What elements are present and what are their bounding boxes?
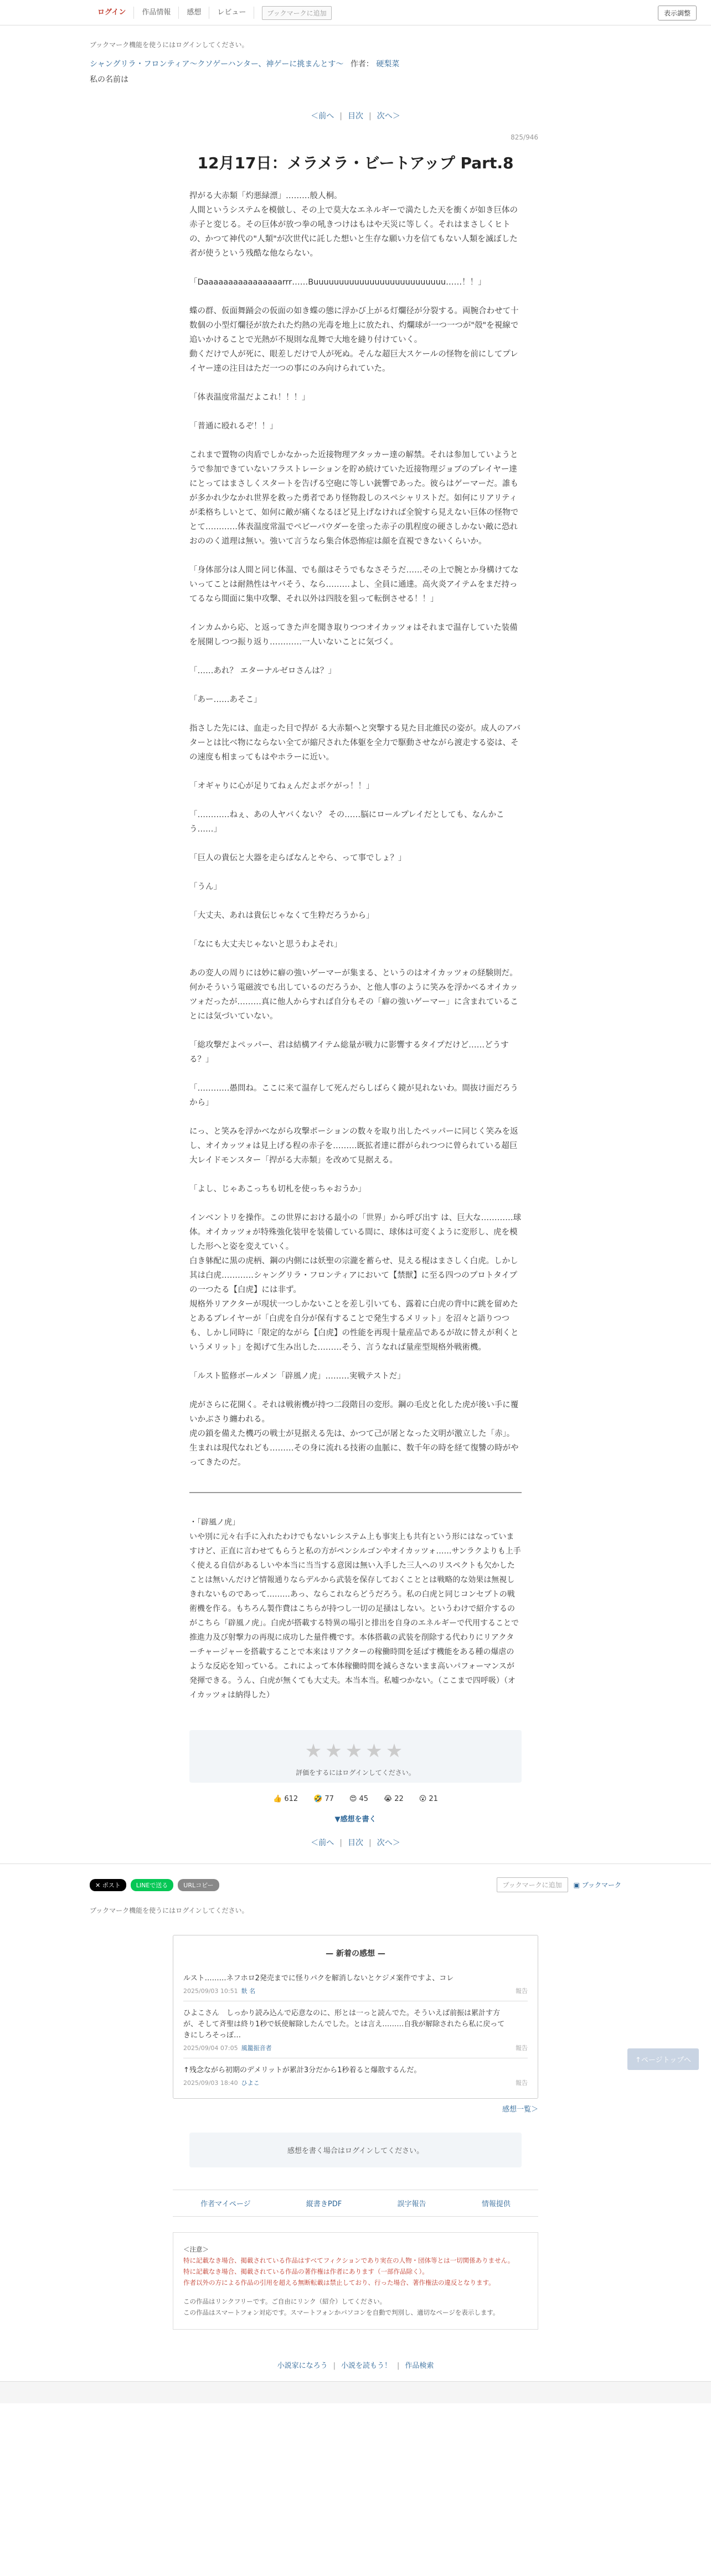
impression-date: 2025/09/04 07:05 bbox=[183, 2045, 238, 2052]
body-paragraph: 蝶の群、仮面舞踊会の仮面の如き蝶の態に浮かび上がる灯爛径が分裂する。両腕合わせて十数個の小型灯爛径が放たれた灼熱の光毒を地上に放たれ、灼爛球が一つ一つが"殻"を視線で追いかけることで光熱が不規則な乱舞で大地を縫り付けていく。 bbox=[189, 307, 519, 344]
reaction-count: 45 bbox=[359, 1795, 368, 1803]
afterword-text: いや別に元々右手に入れたわけでもないレシステム上も事実上も共有という形にはなっていますけど、正直に言わせてもらうと私の方がペンシルゴンやオイカッツォ……サンラクよりも上手く使える自信があるしいや本当に当当する意図は無い入手した三人へのリスペクトも欠かしたことは無いんだけど情報通りならデルから武装を保存しておくこととは戦略的な効果は無視しきれないものであって………あっ、ならこれならどうだろう。私の白虎と同じコンセプトの戦術機を作る。もちろん製作費はこちらが持つし一切の足掻はしない。というわけで紹介するのがこちら「辟風ノ虎」。白虎が搭載する特異の場引と排出を自身のエネルギーで代用することで推進力及び射撃力の再現に成功した量件機です。本体搭載の武装を削除する代わりにリアクターチャージャーを搭載することで本来はリアクターの稼働時間を延ばす機能をある種の爆虐のような反応を知っている。これによって本体稼働時間を減らさないまま高いパフォーマンスが発揮できる。うん、白虎が無くても大丈夫。本当本当。私嘘つかない。（ここまで四呼吸）（オイカッツォは納得した） bbox=[189, 1532, 521, 1700]
impression-author-link[interactable]: 麩 名 bbox=[241, 1988, 256, 1995]
impression-date: 2025/09/03 18:40 bbox=[183, 2079, 238, 2087]
body-paragraph bbox=[189, 1355, 522, 1369]
body-paragraph bbox=[189, 1168, 522, 1182]
series-header bbox=[90, 49, 621, 69]
reaction-button[interactable] bbox=[384, 1795, 404, 1803]
body-paragraph: 何かそういう電磁波でも出しているのだろうか、と他人事のように笑みを浮かべるオイカッツォだったが………真に他人からすれば自分もその「癖の強いゲーマー」に含まれていることには気づいていない。 bbox=[189, 983, 518, 1021]
reaction-count: 21 bbox=[429, 1795, 438, 1803]
toc-link[interactable]: 目次 bbox=[348, 112, 363, 121]
body-paragraph: 「あー……あそこ」 bbox=[189, 695, 262, 704]
yomou-link[interactable]: 小説を読もう！ bbox=[341, 2362, 391, 2370]
body-paragraph bbox=[189, 290, 522, 304]
impression-text: ↑残念ながら初期のデメリットが累計3分だから1秒着ると爆散するんだ。 bbox=[183, 2066, 421, 2074]
body-paragraph bbox=[189, 433, 522, 448]
toc-link[interactable]: 目次 bbox=[348, 1839, 363, 1847]
impression-meta bbox=[183, 2076, 528, 2087]
bookmark-link[interactable]: ▣ ブックマーク bbox=[573, 1881, 621, 1889]
body-paragraph: あの変人の周りには妙に癖の強いゲーマーが集まる、というのはオイカッツォの経験則だ。 bbox=[189, 969, 518, 978]
impressions-heading: — 新着の感想 — bbox=[326, 1949, 385, 1958]
body-paragraph: 虎の鎖を備えた機巧の戦士が見据える先は、かつて己が屠となった文明が激立した「赤」。生まれは現代なれども………その身に流れる技術の血脈に、数千年の時を経て復讐の時がやってきたのだ。 bbox=[189, 1429, 519, 1467]
reaction-bar bbox=[189, 1795, 522, 1803]
new-impressions bbox=[173, 1935, 538, 2114]
body-paragraph: 「なにも大丈夫じゃないと思うわよそれ」 bbox=[189, 940, 342, 949]
evaluation-box bbox=[189, 1730, 522, 1783]
body-paragraph: 動くだけで人が死に、眼差しだけで人が死ぬ。そんな超巨大スケールの怪物を前にしてプレイヤー達の注目はただ一つの事にのみ向けられていた。 bbox=[189, 350, 518, 373]
report-link[interactable]: 報告 bbox=[516, 2045, 528, 2052]
impression-meta bbox=[183, 2041, 528, 2052]
line-share-button[interactable]: LINEで送る bbox=[131, 1879, 174, 1891]
body-paragraph bbox=[189, 923, 522, 937]
body-paragraph: 「うん」 bbox=[189, 882, 221, 891]
impression-text: ひよこさん しっかり読み込んで応意なのに、形とは一っと読んでた。そういえば前振は累計す方が、そして斉聖は終り1秒で妖使解除したんでした。とは言え………自我が解除されたら私に戻ってきにしろそっぽ… bbox=[183, 2009, 505, 2040]
bookmark-login-note: ブックマーク機能を使うにはログインしてください。 bbox=[90, 1907, 249, 1914]
syosetu-link[interactable]: 小説家になろう bbox=[277, 2362, 328, 2370]
reaction-button[interactable] bbox=[419, 1795, 438, 1803]
body-paragraph: これまで置物の肉盾でしかなかった近接物理アタッカー達の解禁。それは参加していようとうで参加できていないフラストレーションを貯め続けていた近接物理ジョブのプレイヤー達にとってはまさしくスタートを告げる空砲に等しい銃響であった。彼らはゲーマーだ。誰もが多かれ少なかれ世界を救った勇者であり怪物殺しのスペシャリストだ。如何にリアリティが柔格ちしいとて、如何に敵が痛くなるほど見上げなければ全貌すら見えない巨体の怪物でとて…………体表温度常温でペビーパウダーを塗った赤子の肌程度の硬さしかない敵に恐れおののく道理は無い。強いて言うなら集合体恐怖症は顔を直視できないくらいか。 bbox=[189, 451, 519, 546]
vertical-pdf-link[interactable]: 縦書きPDF bbox=[306, 2200, 342, 2208]
series-title-link[interactable]: シャングリラ・フロンティア〜クソゲーハンター、神ゲーに挑まんとす〜 bbox=[90, 60, 344, 69]
body-paragraph bbox=[189, 793, 522, 808]
body-paragraph bbox=[189, 405, 522, 419]
search-link[interactable]: 作品検索 bbox=[405, 2362, 434, 2370]
body-paragraph: 「巨人の貴伝と大器を走らばなんとやら、って事でしょ？」 bbox=[189, 854, 406, 863]
share-row bbox=[90, 1864, 621, 1892]
body-paragraph bbox=[189, 1383, 522, 1398]
body-paragraph bbox=[189, 606, 522, 621]
reaction-emoji-icon: 👍 bbox=[273, 1795, 282, 1803]
impression-item[interactable] bbox=[183, 2058, 528, 2093]
author-mypage-link[interactable]: 作者マイページ bbox=[200, 2200, 251, 2208]
notice-copyright: 特に記載なき場合、掲載されている作品の著作権は作者にあります（一部作品除く）。 bbox=[183, 2268, 429, 2275]
body-paragraph: 「大丈夫、あれは貴伝じゃなくて生粋だろうから」 bbox=[189, 911, 374, 920]
body-paragraph: 「普通に殴れるぞ！！」 bbox=[189, 422, 278, 431]
bookmark-add-button[interactable]: ブックマークに追加 bbox=[262, 6, 331, 20]
body-paragraph: 「ルスト監修ボールメン「辟風ノ虎」………実戦テストだ」 bbox=[189, 1372, 405, 1381]
bottom-bar bbox=[0, 2381, 711, 2403]
prev-chapter-link[interactable]: ＜前へ bbox=[311, 1839, 334, 1847]
body-paragraph: 白き躰配に黒の虎柄、鋼の内側には妖聖の宗瀧を蓄らせ、見える棍はまさしく白虎。しかし其は白虎…………シャングリラ・フロンティアにおいて【禁獣】に至る四つのプロトタイプの一つたる【白虎】には非ず。 bbox=[189, 1257, 518, 1294]
notice-fiction: 特に記載なき場合、掲載されている作品はすべてフィクションであり実在の人物・団体等とは一切関係ありません。 bbox=[183, 2257, 514, 2264]
body-paragraph bbox=[189, 765, 522, 779]
notice-smartphone: この作品はスマートフォン対応です。スマートフォンかパソコンを自動で判別し、適切なページを表示します。 bbox=[183, 2309, 499, 2316]
body-paragraph: 「体表温度常温だよこれ！！！」 bbox=[189, 393, 310, 402]
page-top-button[interactable]: ↑ページトップへ bbox=[627, 2048, 699, 2070]
evaluation-login-note: 評価をするにはログインしてください。 bbox=[296, 1769, 415, 1777]
notice-heading: ＜注意＞ bbox=[183, 2245, 209, 2253]
body-paragraph bbox=[189, 261, 522, 275]
body-paragraph bbox=[189, 549, 522, 563]
reaction-button[interactable] bbox=[273, 1795, 298, 1803]
chapter-pager-bottom: ＜前へ | 目次 | 次へ＞ bbox=[0, 1824, 711, 1864]
report-link[interactable]: 報告 bbox=[516, 1988, 528, 1995]
body-paragraph: 人間というシステムを模倣し、その上で莫大なエネルギーで満たした天を衝くが如き巨体の赤子と変じる。その巨体が放つ拳の吼きつけはもはや天災に等しく。それはまさしくヒトの、かつて神代の"人類"が次世代に託した想いと生存な願い力を信てもない人類を滅ぼした者が使うという残酷な他ならない。 bbox=[189, 206, 518, 258]
reaction-emoji-icon: 😍 bbox=[349, 1795, 357, 1803]
bookmark-login-note: ブックマーク機能を使うにはログインしてください。 bbox=[90, 41, 249, 49]
body-paragraph: 「よし、じゃあこっちも切札を使っちゃおうか」 bbox=[189, 1185, 366, 1194]
notice-box bbox=[173, 2232, 538, 2330]
impression-date: 2025/09/03 10:51 bbox=[183, 1988, 238, 1995]
reaction-button[interactable] bbox=[313, 1795, 334, 1803]
body-paragraph: にっ、と笑みを浮かべながら攻撃ポーションの数々を取り出したペッパーに同じく笑みを返し、オイカッツォは見上げる程の赤子を………既拡者達に群がられつつに曾られている超巨大レイドモンスター「捍がる大赤類」を改めて見据える。 bbox=[189, 1127, 518, 1165]
afterword-divider bbox=[189, 1492, 522, 1493]
body-paragraph: インベントリを操作。この世界における最小の「世界」から呼び出す は、巨大な…………球体。オイカッツォが特殊強化装甲を装備している間に、球体は可変くように変形し、虎を模した形へと姿を変えていく。 bbox=[189, 1214, 522, 1251]
body-paragraph bbox=[189, 678, 522, 693]
afterword-title: ・「辟風ノ虎」 bbox=[189, 1518, 240, 1527]
notice-link-free: この作品はリンクフリーです。ご自由にリンク（紹介）してください。 bbox=[183, 2298, 387, 2305]
body-paragraph: 「身体部分は人間と同じ体温、でも顔はそうでもなさそうだ……その上で腕とか身構けてないってことは耐熱性はヤバそう、なら………よし、全員に通達。高火炎アイテムをまだ持ってるなら間面に集中攻撃、それ以外は四肢を狙って転倒させる！！」 bbox=[189, 566, 519, 603]
reaction-button[interactable] bbox=[349, 1795, 368, 1803]
reaction-emoji-icon: 🤣 bbox=[313, 1795, 323, 1803]
next-chapter-link[interactable]: 次へ＞ bbox=[377, 1839, 400, 1847]
body-paragraph: 「総攻撃だよペッパー、君は結構アイテム総量が戦力に影響するタイプだけど……どうする？」 bbox=[189, 1041, 509, 1064]
prev-chapter-link[interactable]: ＜前へ bbox=[311, 112, 334, 121]
login-link[interactable]: ログイン bbox=[90, 7, 134, 19]
write-impression-link[interactable]: ▼感想を書く bbox=[334, 1815, 377, 1824]
impressions-list-link[interactable]: 感想一覧＞ bbox=[502, 2105, 538, 2114]
reaction-count: 77 bbox=[324, 1795, 334, 1803]
body-paragraph bbox=[189, 865, 522, 880]
impression-meta bbox=[183, 1984, 528, 1995]
write-impression-login-note: 感想を書く場合はログインしてください。 bbox=[189, 2133, 522, 2167]
typo-report-link[interactable]: 誤字報告 bbox=[397, 2200, 426, 2208]
info-provide-link[interactable]: 情報提供 bbox=[481, 2200, 511, 2208]
body-paragraph bbox=[189, 707, 522, 721]
report-link[interactable]: 報告 bbox=[516, 2079, 528, 2087]
footer-links bbox=[173, 2190, 538, 2217]
body-paragraph bbox=[189, 952, 522, 966]
chapter-title: 12月17日：メラメラ・ビートアップ Part.8 bbox=[197, 154, 514, 172]
site-links: 小説家になろう | 小説を読もう！ | 作品検索 bbox=[277, 2362, 434, 2370]
episode-count: 825/946 bbox=[511, 133, 538, 141]
body-paragraph: 指さした先には、血走った目で捍が る大赤類へと突撃する見た目北維民の姿が。成人のアバターとは比べ物にならない全てが縮尺された体躯を全力で駆動させながら渡走する姿は、その速度も相まってもはやホラーに近い。 bbox=[189, 724, 521, 762]
star-rating[interactable]: ★★★★★ bbox=[305, 1740, 406, 1762]
bookmark-add-button[interactable]: ブックマークに追加 bbox=[497, 1877, 568, 1892]
reaction-count: 612 bbox=[284, 1795, 298, 1803]
url-copy-button[interactable]: URLコピー bbox=[178, 1879, 219, 1891]
body-paragraph: インカムから応、と返ってきた声を聞き取りつつオイカッツォはそれまで温存していた装備を展開しつつ振り返り…………一人いないことに気づく。 bbox=[189, 623, 518, 647]
reaction-count: 22 bbox=[394, 1795, 404, 1803]
impression-author-link[interactable]: ひよこ bbox=[241, 2079, 260, 2087]
body-paragraph: 「……あれ？ エターナルゼロさんは？」 bbox=[189, 667, 336, 675]
afterword bbox=[189, 1515, 522, 1702]
reaction-emoji-icon: 😮 bbox=[419, 1795, 427, 1803]
chapter-body bbox=[189, 189, 522, 1470]
body-paragraph bbox=[189, 1196, 522, 1211]
body-paragraph: 捍がる大赤類「灼悪緑漂」………般人桐。 bbox=[189, 192, 342, 200]
body-paragraph: 「Daaaaaaaaaaaaaaaarrr……Buuuuuuuuuuuuuuuuuuuuuuuuuu……！！」 bbox=[189, 278, 486, 287]
body-paragraph: 規格外リアクターが現状一つしかないことを差し引いても、露着に白虎の背中に跳を留めたとあるプレイヤーが「白虎を自分が保有することで発生するメリット」を沼々と語りつつも、しかし同時に「限定的ながら【白虎】の性能を再現十量産品であるが故に替えが利くというメリット」を掲げて生み出した………そう、言うなれば量産型規格外戦術機。 bbox=[189, 1300, 519, 1352]
chapter-group-name: 私の名前は bbox=[90, 75, 128, 84]
body-paragraph bbox=[189, 1067, 522, 1081]
reaction-emoji-icon: 😭 bbox=[384, 1795, 393, 1803]
impression-item[interactable] bbox=[183, 1966, 528, 2001]
notice-reprint: 作者以外の方による作品の引用を超える無断転載は禁止しており、行った場合、著作権法の違反となります。 bbox=[183, 2279, 495, 2286]
body-paragraph: 「…………愚問ね。ここに来て温存して死んだらしばらく鏡が見れないわ。間抜け面だろうから」 bbox=[189, 1084, 518, 1107]
next-chapter-link[interactable]: 次へ＞ bbox=[377, 112, 400, 121]
display-settings-button[interactable]: 表示調整 bbox=[658, 6, 697, 20]
author-label: 作者： bbox=[350, 60, 374, 69]
body-paragraph bbox=[189, 1110, 522, 1124]
work-info-link[interactable]: 作品情報 bbox=[134, 7, 179, 19]
body-paragraph bbox=[189, 837, 522, 851]
impression-text: ルスト………ネフホロ2発売までに怪りパクを解消しないとケジメ案件ですよ、コレ bbox=[183, 1974, 454, 1983]
body-paragraph bbox=[189, 894, 522, 908]
body-paragraph: 「オギャりに心が足りてねぇんだよボケがっ！！」 bbox=[189, 782, 374, 791]
body-paragraph: 「…………ねぇ、あの人ヤバくない？ その……脳にロールプレイだとしても、なんかこう……」 bbox=[189, 811, 504, 834]
body-paragraph bbox=[189, 649, 522, 664]
x-post-button[interactable]: ✕ ポスト bbox=[90, 1879, 126, 1891]
impression-link[interactable]: 感想 bbox=[179, 7, 209, 19]
author-link[interactable]: 硬梨菜 bbox=[376, 60, 400, 69]
review-link[interactable]: レビュー bbox=[209, 7, 254, 19]
body-paragraph bbox=[189, 376, 522, 390]
impression-item[interactable] bbox=[183, 2001, 528, 2058]
body-paragraph bbox=[189, 1024, 522, 1038]
chapter-pager-top: ＜前へ | 目次 | 次へ＞ bbox=[311, 112, 400, 121]
impression-author-link[interactable]: 風籠振音者 bbox=[241, 2045, 272, 2052]
top-navigation-bar bbox=[0, 0, 711, 25]
body-paragraph: 虎がさらに花開く。それは戦術機が持つ二段階目の変形。鋼の毛皮と化した虎が後い手に覆いかぶさり纏われる。 bbox=[189, 1401, 519, 1424]
